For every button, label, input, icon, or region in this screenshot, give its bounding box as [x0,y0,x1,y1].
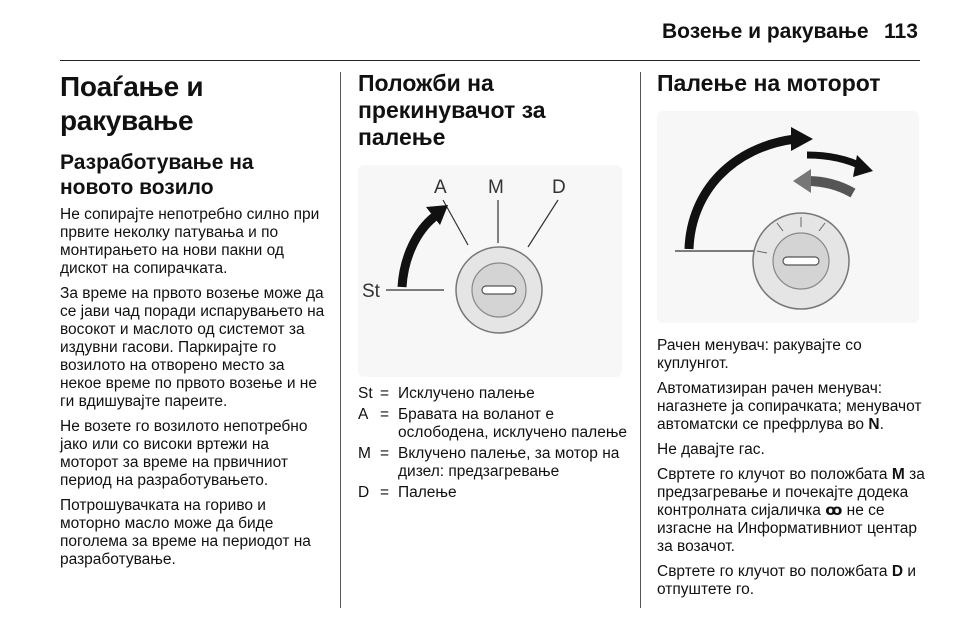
ignition-switch-figure [358,165,622,377]
paragraph: Рачен менувач: ракувајте со куплунгот. [657,337,862,372]
paragraph: Не возете го возилото непотребно јако или со високи вртежи на моторот за време на првичниот период на разработувањето. [60,418,308,489]
legend-value: Исклучено палење [398,385,535,402]
legend-row [358,484,628,502]
paragraph: Потрошувачката на гориво и моторно масло може да биде поголема за време на периодот на разработување. [60,497,311,568]
text-run: Свртете го клучот во положбата [657,466,888,483]
legend-key: St [358,385,373,402]
legend-value: Палење [398,484,457,501]
text-run: Свртете го клучот во положбата [657,563,888,580]
position-m-label: M [891,466,905,483]
legend-equals: = [380,385,390,402]
legend-equals: = [380,484,390,501]
legend-key: A [358,406,369,423]
column-ignition-positions [358,70,628,505]
legend-key: D [358,484,370,501]
section-heading: Поаѓање и ракување [60,71,204,136]
paragraph: Не сопирајте непотребно силно при првите неколку патувања и по монтирањето на нови пакни од дискот на сопирачката. [60,206,320,277]
legend-row [358,445,628,481]
column-engine-start [657,70,927,606]
ignition-switch-drawing [358,165,622,377]
text-run: Автоматизиран рачен менувач: нагазнете ја сопирачката; менувачот автоматски се префрлува во [657,380,922,433]
top-rule [60,60,920,61]
legend-value: Бравата на воланот е ослободена, исклучено палење [398,406,628,441]
paragraph [657,466,927,556]
legend-value: Вклучено палење, за мотор на дизел: предзагревање [398,445,620,480]
label-m: M [488,177,504,198]
text-run: . [879,416,884,433]
text-run: не се изгасне на Информативниот центар за возачот. [657,502,917,555]
section-heading: Палење на моторот [657,70,881,96]
position-legend [358,385,628,502]
paragraph: За време на првото возење може да се јави чад поради испарувањето на восокот и маслото од системот за издувни гасови. Паркирајте го возилото на отворено место за некое време по првото возење и не ги вдишувајте пареите. [60,285,325,410]
label-a: A [434,177,447,198]
column-divider [640,72,641,608]
key-turn-drawing [657,111,919,323]
label-st: St [362,281,380,302]
paragraph [657,563,927,599]
paragraph [657,380,927,434]
position-d-label: D [891,563,904,580]
glow-plug-icon: ꝏ [825,502,843,519]
text-run: за предзагревање и почекајте додека контролната сијаличка [657,466,925,519]
paragraph: Не давајте гас. [657,441,765,458]
section-heading: Положби на прекинувачот за палење [358,70,546,150]
legend-row [358,406,628,442]
label-d: D [552,177,566,198]
legend-equals: = [380,406,390,423]
legend-key: M [358,445,371,462]
text-run: и отпуштете го. [657,563,917,598]
engine-start-figure [657,111,919,323]
legend-equals: = [380,445,390,462]
legend-row [358,385,628,403]
page-number: 113 [884,20,918,43]
column-divider [340,72,341,608]
gear-n-label: N [868,416,880,433]
subsection-heading: Разработување на новото возило [60,151,254,199]
header-title: Возење и ракување [662,20,869,43]
column-breakin [60,70,328,576]
